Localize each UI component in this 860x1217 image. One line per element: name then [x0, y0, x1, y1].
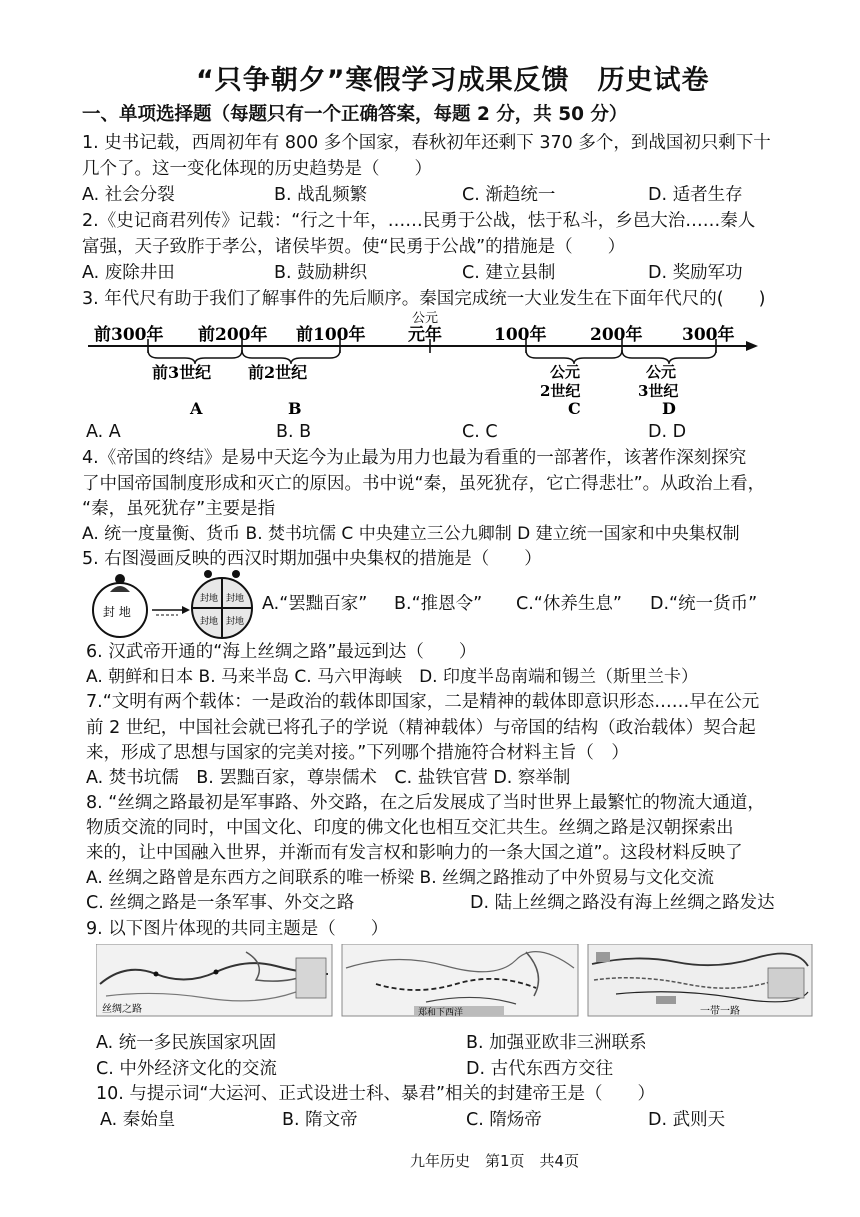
- q1-options: [82, 183, 782, 207]
- q10-stem: 10. 与提示词“大运河、正式设进士科、暴君”相关的封建帝王是（ ）: [96, 1084, 656, 1104]
- timeline-figure: [82, 310, 772, 422]
- figure-head-icon: [232, 570, 240, 578]
- map-caption: 郑和下西洋: [418, 1008, 464, 1018]
- q4-stem-line3: “秦，虽死犹存”主要是指: [82, 499, 276, 519]
- page-footer: 九年历史 第1页 共4页: [410, 1152, 580, 1170]
- q7-stem-line1: 7.“文明有两个载体：一是政治的载体即国家，二是精神的载体即意识形态……早在公元: [86, 692, 760, 712]
- tick-label: 前100年: [296, 325, 366, 345]
- q7-stem-line2: 前 2 世纪，中国社会就已将孔子的学说（精神载体）与帝国的结构（政治载体）契合起: [86, 718, 756, 738]
- q8-stem-line1: 8. “丝绸之路最初是军事路、外交路，在之后发展成了当时世界上最繁忙的物流大通道，: [86, 793, 765, 813]
- figure-body-icon: [110, 586, 130, 592]
- q8-option-c[interactable]: C. 丝绸之路是一条军事、外交之路: [86, 893, 355, 913]
- figure-head-icon: [204, 570, 212, 578]
- figure-head-icon: [115, 574, 125, 584]
- q8-stem-line2: 物质交流的同时，中国文化、印度的佛文化也相互交汇共生。丝绸之路是汉朝探索出: [86, 818, 734, 838]
- brace-label: 3世纪: [638, 382, 679, 400]
- brace-b: [242, 350, 340, 364]
- q2-option-a[interactable]: A. 废除井田: [82, 263, 175, 283]
- q5-options: [262, 592, 782, 616]
- tick-label: 100年: [494, 325, 547, 345]
- fief-label: 封 地: [103, 605, 131, 619]
- tick-label: 公元: [412, 311, 439, 326]
- tick-label: 300年: [682, 325, 735, 345]
- map-caption: 丝绸之路: [102, 1004, 142, 1015]
- map-caption: 一带一路: [700, 1006, 740, 1017]
- q1-stem-line1: 1. 史书记载，西周初年有 800 多个国家，春秋初年还剩下 370 多个，到战国初只剩下十: [82, 133, 771, 153]
- q10-option-a[interactable]: A. 秦始皇: [100, 1110, 176, 1130]
- part-label: 封地: [226, 617, 245, 627]
- q10-option-c[interactable]: C. 隋炀帝: [466, 1110, 542, 1130]
- brace-label: 前3世纪: [152, 363, 212, 382]
- brace-letter: A: [190, 399, 203, 418]
- q3-option-d[interactable]: D. D: [648, 422, 687, 442]
- q1-option-a[interactable]: A. 社会分裂: [82, 185, 175, 205]
- section-heading: 一、单项选择题（每题只有一个正确答案，每题 2 分，共 50 分）: [82, 104, 628, 125]
- part-label: 封地: [200, 617, 219, 627]
- map-belt-road: [588, 944, 812, 1017]
- brace-d: [622, 350, 716, 364]
- q1-stem-line2: 几个了。这一变化体现的历史趋势是（ ）: [82, 159, 432, 179]
- brace-letter: D: [662, 399, 676, 418]
- q9-option-b[interactable]: B. 加强亚欧非三洲联系: [466, 1033, 647, 1053]
- q8-stem-line3: 来的，让中国融入世界，并渐而有发言权和影响力的一条大国之道”。这段材料反映了: [86, 843, 743, 863]
- q3-stem: 3. 年代尺有助于我们了解事件的先后顺序。秦国完成统一大业发生在下面年代尺的( ): [82, 289, 766, 309]
- q7-options[interactable]: A. 焚书坑儒 B. 罢黜百家，尊崇儒术 C. 盐铁官营 D. 察举制: [86, 768, 571, 788]
- map-zheng-he: [342, 944, 578, 1018]
- brace-label: 公元: [550, 363, 581, 381]
- q5-option-b[interactable]: B.“推恩令”: [394, 594, 483, 614]
- map-silk-road: [96, 944, 332, 1016]
- brace-c: [526, 350, 622, 364]
- q4-options[interactable]: A. 统一度量衡、货币 B. 焚书坑儒 C 中央建立三公九卿制 D 建立统一国家和中央集权制: [82, 524, 740, 544]
- brace-letter: C: [568, 399, 581, 418]
- tick-label: 前200年: [198, 325, 268, 345]
- q9-stem: 9. 以下图片体现的共同主题是（ ）: [86, 919, 389, 939]
- q2-option-d[interactable]: D. 奖励军功: [648, 263, 743, 283]
- tick-label: 前300年: [94, 325, 164, 345]
- q2-option-c[interactable]: C. 建立县制: [462, 263, 556, 283]
- q5-option-d[interactable]: D.“统一货币”: [650, 594, 758, 614]
- q4-stem-line1: 4.《帝国的终结》是易中天迄今为止最为用力也最为看重的一部著作，该著作深刻探究: [82, 448, 747, 468]
- route-maps: [96, 944, 814, 1022]
- arrow-head-icon: [182, 606, 190, 614]
- q4-stem-line2: 了中国帝国制度形成和灭亡的原因。书中说“秦，虽死犹存，它亡得悲壮”。从政治上看，: [82, 474, 766, 494]
- q10-option-b[interactable]: B. 隋文帝: [282, 1110, 358, 1130]
- q1-option-d[interactable]: D. 适者生存: [648, 185, 743, 205]
- q3-option-b[interactable]: B. B: [276, 422, 312, 442]
- q1-option-b[interactable]: B. 战乱频繁: [274, 185, 368, 205]
- timeline-arrow-icon: [746, 341, 758, 351]
- q8-options-ab[interactable]: A. 丝绸之路曾是东西方之间联系的唯一桥梁 B. 丝绸之路推动了中外贸易与文化交流: [86, 868, 715, 888]
- tick-label: 元年: [408, 325, 442, 345]
- part-label: 封地: [226, 594, 245, 604]
- q2-stem-line1: 2.《史记商君列传》记载：“行之十年，……民勇于公战，怯于私斗，乡邑大治……秦人: [82, 211, 756, 231]
- q2-stem-line2: 富强，天子致胙于孝公，诸侯毕贺。使“民勇于公战”的措施是（ ）: [82, 237, 626, 257]
- q9-option-a[interactable]: A. 统一多民族国家巩固: [96, 1033, 277, 1053]
- brace-label: 公元: [646, 363, 677, 381]
- q6-options[interactable]: A. 朝鲜和日本 B. 马来半岛 C. 马六甲海峡 D. 印度半岛南端和锡兰（斯里兰卡）: [86, 667, 698, 687]
- q5-stem: 5. 右图漫画反映的西汉时期加强中央集权的措施是（ ）: [82, 549, 542, 569]
- q1-option-c[interactable]: C. 渐趋统一: [462, 185, 556, 205]
- brace-letter: B: [288, 399, 302, 418]
- brace-label: 前2世纪: [248, 363, 308, 382]
- q5-option-a[interactable]: A.“罢黜百家”: [262, 594, 368, 614]
- q3-option-c[interactable]: C. C: [462, 422, 498, 442]
- q3-option-a[interactable]: A. A: [86, 422, 121, 442]
- tick-label: 200年: [590, 325, 643, 345]
- q9-option-c[interactable]: C. 中外经济文化的交流: [96, 1059, 277, 1079]
- part-label: 封地: [200, 594, 219, 604]
- exam-title: “只争朝夕”寒假学习成果反馈 历史试卷: [196, 65, 710, 96]
- q5-option-c[interactable]: C.“休养生息”: [516, 594, 622, 614]
- q2-option-b[interactable]: B. 鼓励耕织: [274, 263, 368, 283]
- q10-option-d[interactable]: D. 武则天: [648, 1110, 726, 1130]
- q6-stem: 6. 汉武帝开通的“海上丝绸之路”最远到达（ ）: [86, 642, 477, 662]
- q8-option-d[interactable]: D. 陆上丝绸之路没有海上丝绸之路发达: [470, 893, 775, 913]
- brace-a: [148, 350, 242, 364]
- q3-options: [86, 420, 786, 444]
- q10-options: [100, 1108, 780, 1132]
- brace-label: 2世纪: [540, 382, 581, 400]
- fief-cartoon: [86, 568, 264, 640]
- q9-option-d[interactable]: D. 古代东西方交往: [466, 1059, 614, 1079]
- q2-options: [82, 261, 782, 285]
- q7-stem-line3: 来，形成了思想与国家的完美对接。”下列哪个措施符合材料主旨（ ）: [86, 743, 629, 763]
